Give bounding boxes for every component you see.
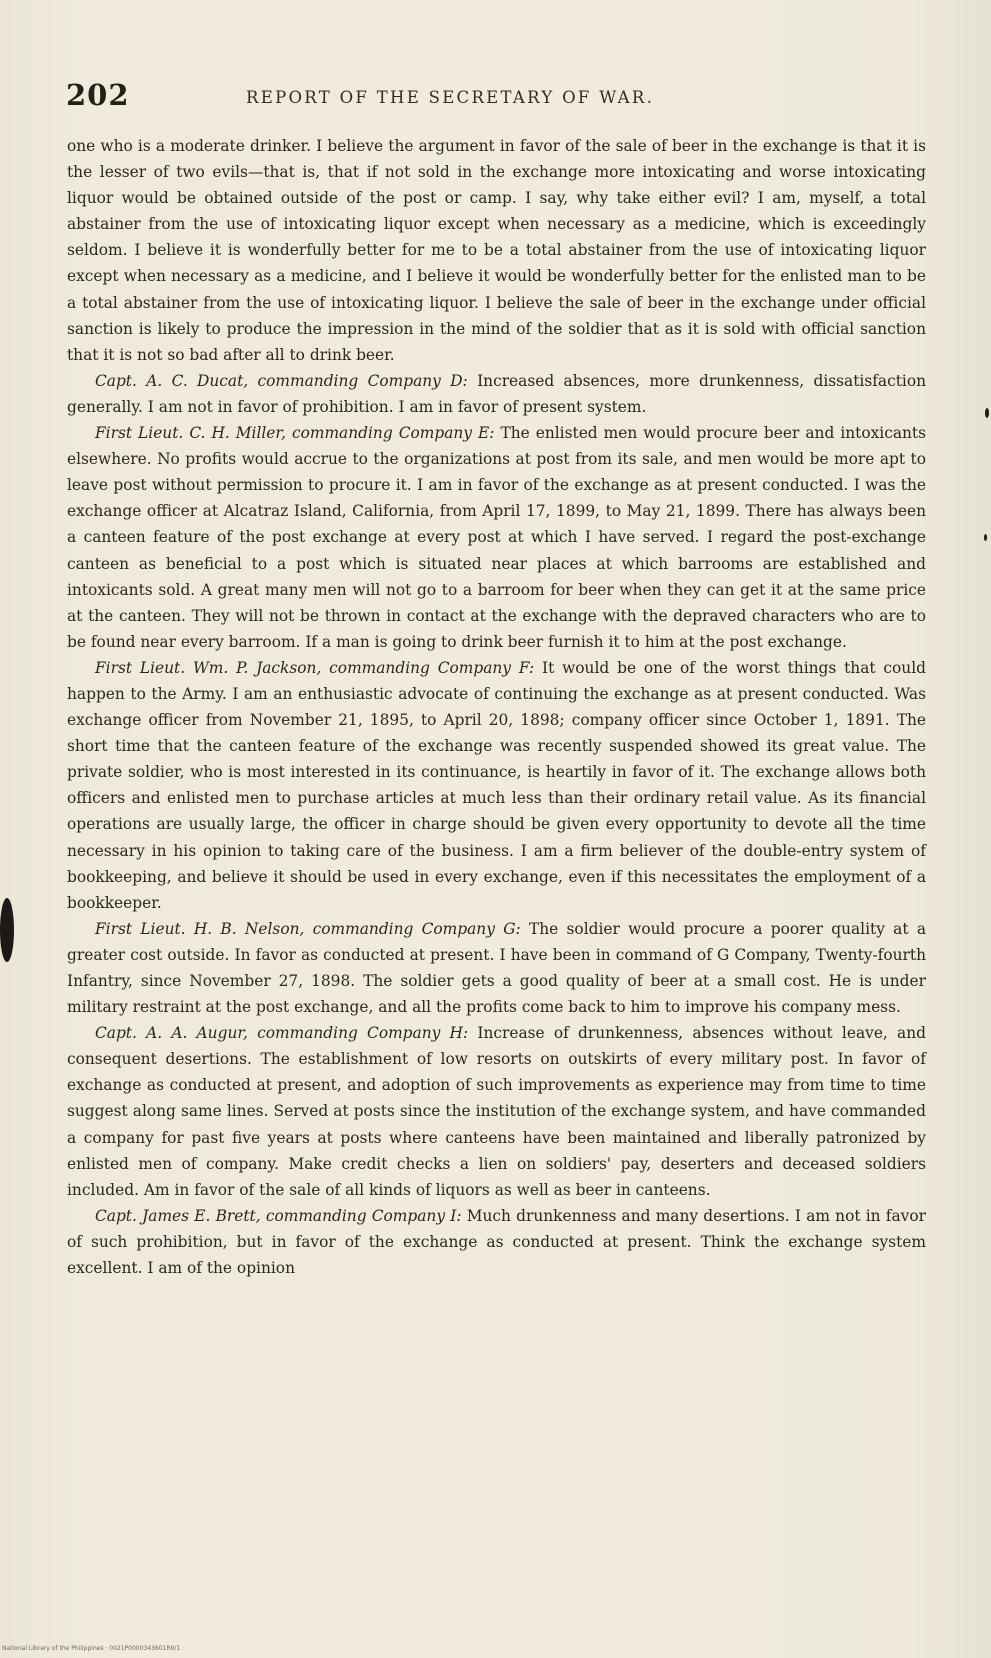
paragraph-speaker: First Lieut. Wm. P. Jackson, commanding Company F: [95, 658, 535, 677]
paragraph [67, 916, 926, 1020]
paragraph-speaker: Capt. A. A. Augur, commanding Company H: [95, 1024, 469, 1043]
paragraph [67, 368, 926, 420]
paragraph-speaker: Capt. James E. Brett, commanding Company I: [95, 1206, 462, 1225]
paragraph-text: Much drunkenness and many desertions. I am not in favor of such prohibition, but in favor of the exchange as conducted at present. Think the exchange system excellent. I am of the opinion [67, 1206, 926, 1278]
page-header [66, 78, 926, 118]
scan-blot [985, 408, 989, 418]
paragraph [67, 1020, 926, 1203]
paragraph [67, 133, 926, 368]
paragraph-text: one who is a moderate drinker. I believe the argument in favor of the sale of beer in the exchange is that it is the lesser of two evils—that is, that if not sold in the exchange more intoxicating and worse intoxicating liquor would be obtained outside of the post or camp. I say, why take either evil? I am, myself, a total abstainer from the use of intoxicating liquor except when necessary as a medicine, which is exceedingly seldom. I believe it is wonderfully better for me to be a total abstainer from the use of intoxicating liquor except when necessary as a medicine, and I believe it would be wonderfully better for the enlisted man to be a total abstainer from the use of intoxicating liquor. I believe the sale of beer in the exchange under official sanction is likely to produce the impression in the mind of the soldier that as it is sold with official sanction that it is not so bad after all to drink beer. [67, 137, 926, 364]
scan-blot [984, 534, 987, 541]
paragraph-speaker: First Lieut. H. B. Nelson, commanding Company G: [95, 919, 521, 938]
paragraph-text: Increase of drunkenness, absences without leave, and consequent desertions. The establishment of low resorts on outskirts of every military post. In favor of exchange as conducted at present, and adoption of such improvements as experience may from time to time suggest along same lines. Served at posts since the institution of the exchange system, and have commanded a company for past five years at posts where canteens have been maintained and liberally patronized by enlisted men of company. Make credit checks a lien on soldiers' pay, deserters and deceased soldiers included. Am in favor of the sale of all kinds of liquors as well as beer in canteens. [67, 1024, 926, 1199]
scan-credit: National Library of the Philippines · 0021P0000343601R9/1 [2, 1645, 181, 1652]
paragraph-text: The soldier would procure a poorer quality at a greater cost outside. In favor as conducted at present. I have been in command of G Company, Twenty-fourth Infantry, since November 27, 1898. The soldier gets a good quality of beer at a small cost. He is under military restraint at the post exchange, and all the profits come back to him to improve his company mess. [67, 919, 927, 1017]
paragraph-speaker: First Lieut. C. H. Miller, commanding Company E: [95, 424, 495, 443]
paragraph-speaker: Capt. A. C. Ducat, commanding Company D: [95, 371, 468, 390]
body-text [67, 133, 926, 1281]
paragraph-text: The enlisted men would procure beer and intoxicants elsewhere. No profits would accrue to the organizations at post from its sale, and men would be more apt to leave post without permission to procure it. I am in favor of the exchange as at present conducted. I was the exchange officer at Alcatraz Island, California, from April 17, 1899, to May 21, 1899. There has always been a canteen feature of the post exchange at every post at which I have served. I regard the post-exchange canteen as beneficial to a post which is situated near places at which barrooms are established and intoxicants sold. A great many men will not go to a barroom for beer when they can get it at the same price at the canteen. They will not be thrown in contact at the exchange with the depraved characters who are to be found near every barroom. If a man is going to drink beer furnish it to him at the post exchange. [67, 424, 927, 651]
paragraph [67, 655, 926, 916]
paragraph-text: Increased absences, more drunkenness, dissatisfaction generally. I am not in favor of prohibition. I am in favor of present system. [67, 371, 927, 416]
paragraph-text: It would be one of the worst things that could happen to the Army. I am an enthusiastic advocate of continuing the exchange as at present conducted. Was exchange officer from November 21, 1895, to April 20, 1898; company officer since October 1, 1891. The short time that the canteen feature of the exchange was recently suspended showed its great value. The private soldier, who is most interested in its continuance, is heartily in favor of it. The exchange allows both officers and enlisted men to purchase articles at much less than their ordinary retail value. As its financial operations are usually large, the officer in charge should be given every opportunity to devote all the time necessary in his opinion to taking care of the business. I am a firm believer of the double-entry system of bookkeeping, and believe it should be used in every exchange, even if this necessitates the employment of a bookkeeper. [67, 658, 926, 912]
paragraph [67, 420, 926, 655]
running-head: REPORT OF THE SECRETARY OF WAR. [246, 88, 655, 107]
scan-blot [0, 898, 14, 962]
paragraph [67, 1203, 926, 1281]
page-number: 202 [66, 78, 130, 112]
